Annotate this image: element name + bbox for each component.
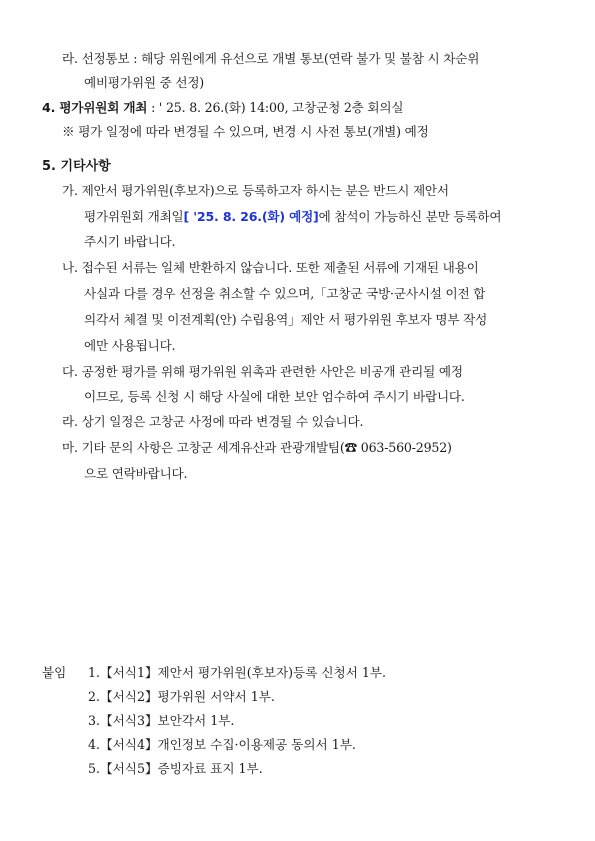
item-na-line1: 나. 접수된 서류는 일체 반환하지 않습니다. 또한 제출된 서류에 기재된 내용이 bbox=[62, 260, 479, 275]
item-ga-line3: 주시기 바랍니다. bbox=[84, 234, 176, 249]
section4-note: ※ 평가 일정에 따라 변경될 수 있으며, 변경 시 사전 통보(개별) 예정 bbox=[62, 124, 429, 139]
item-na-line2: 사실과 다를 경우 선정을 취소할 수 있으며,「고창군 국방·군사시설 이전 합 bbox=[84, 286, 486, 301]
item-ga-line1: 가. 제안서 평가위원(후보자)으로 등록하고자 하시는 분은 반드시 제안서 bbox=[62, 183, 449, 198]
selection-notice-line1: 라. 선정통보 : 해당 위원에게 유선으로 개별 통보(연락 불가 및 불참 시 차순위 bbox=[62, 51, 480, 66]
item-na-line3: 의각서 체결 및 이전계획(안) 수립용역」제안 서 평가위원 후보자 명부 작성 bbox=[84, 312, 488, 327]
section4-detail: : ' 25. 8. 26.(화) 14:00, 고창군청 2층 회의실 bbox=[147, 100, 404, 115]
item-na-line4: 에만 사용됩니다. bbox=[84, 338, 176, 353]
section4-heading-row bbox=[42, 97, 403, 119]
item-ga-line2-pre: 평가위원회 개최일 bbox=[84, 209, 184, 224]
item-da-line1: 다. 공정한 평가를 위해 평가위원 위촉과 관련한 사안은 비공개 관리될 예정 bbox=[62, 364, 463, 379]
attachment-item: 3.【서식3】보안각서 1부. bbox=[88, 713, 235, 728]
attachment-item: 5.【서식5】증빙자료 표지 1부. bbox=[88, 761, 263, 776]
attachments-label: 붙임 bbox=[42, 665, 67, 680]
attachment-item: 4.【서식4】개인정보 수집·이용제공 동의서 1부. bbox=[88, 737, 356, 752]
selection-notice-line2: 예비평가위원 중 선정) bbox=[84, 75, 205, 90]
attachment-item: 1.【서식1】제안서 평가위원(후보자)등록 신청서 1부. bbox=[88, 665, 387, 680]
section5-title: 5. 기타사항 bbox=[42, 159, 111, 174]
item-ma-line1: 마. 기타 문의 사항은 고창군 세계유산과 관광개발팀(☎ 063-560-2952) bbox=[62, 440, 452, 455]
item-ga-line2-post: 에 참석이 가능하신 분만 등록하여 bbox=[318, 209, 502, 224]
item-ra-line1: 라. 상기 일정은 고창군 사정에 따라 변경될 수 있습니다. bbox=[62, 414, 364, 429]
section4-title: 4. 평가위원회 개최 bbox=[42, 100, 148, 115]
item-ma-line2: 으로 연락바랍니다. bbox=[84, 466, 188, 481]
attachment-item: 2.【서식2】평가위원 서약서 1부. bbox=[88, 689, 275, 704]
meeting-date-highlight: [ '25. 8. 26.(화) 예정] bbox=[183, 209, 319, 224]
item-ga-line2 bbox=[84, 206, 501, 228]
item-da-line2: 이므로, 등록 신청 시 해당 사실에 대한 보안 엄수하여 주시기 바랍니다. bbox=[84, 389, 465, 404]
